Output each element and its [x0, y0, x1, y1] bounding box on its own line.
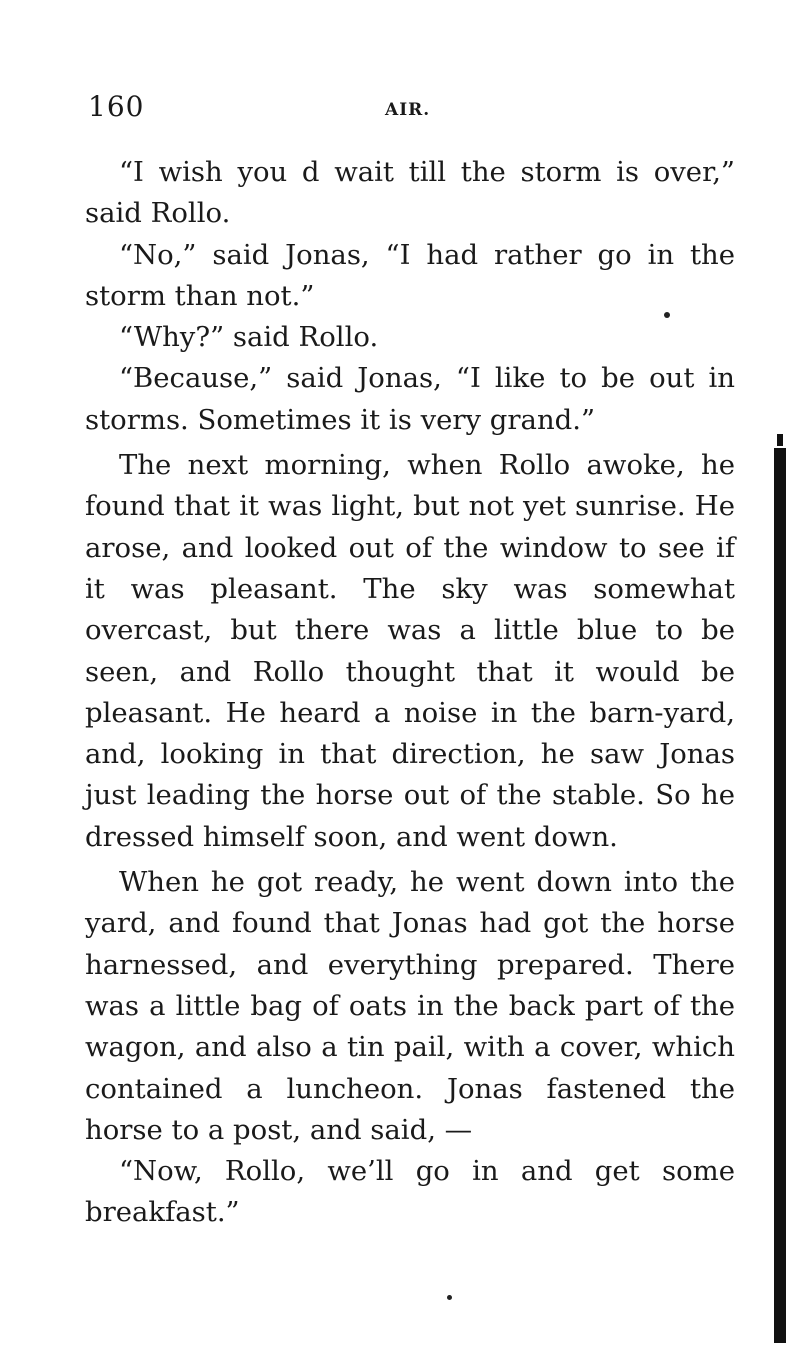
page-number: 160 — [88, 90, 145, 123]
running-title: AIR. — [385, 100, 431, 120]
ink-speck — [664, 312, 670, 318]
paragraph: “I wish you d wait till the storm is over,” said Rollo. — [85, 156, 735, 230]
paragraph: When he got ready, he went down into the yard, and found that Jonas had got the horse harnessed, and everything prepared. There was a little bag of oats in the back part of the wagon, and also a tin pail, with a cover, which contained a luncheon. Jonas fastened the horse to a post, and said, — — [85, 866, 735, 1146]
paragraph: “Why?” said Rollo. — [119, 321, 379, 354]
body-text — [85, 152, 735, 1234]
paragraph: “Now, Rollo, we’ll go in and get some breakfast.” — [85, 1155, 735, 1229]
scan-edge-shadow — [774, 448, 786, 1343]
paragraph: The next morning, when Rollo awoke, he found that it was light, but not yet sunrise. He arose, and looked out of the window to see if it was pleasant. The sky was somewhat overcast, but there was a little blue to be seen, and Rollo thought that it would be pleasant. He heard a noise in the barn-yard, and, looking in that direction, he saw Jonas just leading the horse out of the stable. So he dressed himself soon, and went down. — [85, 449, 735, 853]
paragraph: “Because,” said Jonas, “I like to be out in storms. Sometimes it is very grand.” — [85, 362, 735, 436]
ink-speck — [447, 1295, 452, 1300]
paragraph: “No,” said Jonas, “I had rather go in the storm than not.” — [85, 238, 735, 312]
